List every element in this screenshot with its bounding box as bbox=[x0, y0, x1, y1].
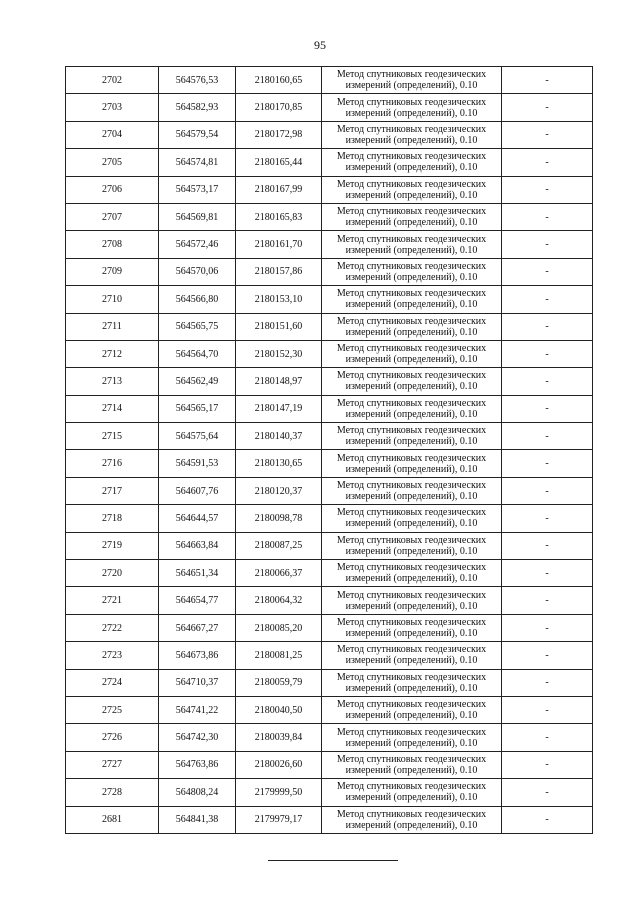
note-cell: - bbox=[502, 532, 593, 559]
coordinates-table bbox=[65, 66, 593, 834]
x-coordinate-cell: 564741,22 bbox=[159, 696, 236, 723]
method-cell bbox=[322, 67, 502, 94]
y-coordinate-cell: 2180120,37 bbox=[236, 477, 322, 504]
method-line-1: Метод спутниковых геодезических bbox=[336, 781, 487, 793]
x-coordinate-cell: 564667,27 bbox=[159, 614, 236, 641]
method-cell bbox=[322, 669, 502, 696]
x-coordinate-cell: 564663,84 bbox=[159, 532, 236, 559]
y-coordinate-cell: 2180172,98 bbox=[236, 121, 322, 148]
y-coordinate-cell: 2180157,86 bbox=[236, 258, 322, 285]
point-id-cell: 2724 bbox=[66, 669, 159, 696]
point-id-cell: 2704 bbox=[66, 121, 159, 148]
method-cell bbox=[322, 176, 502, 203]
point-id-cell: 2703 bbox=[66, 94, 159, 121]
point-id-cell: 2713 bbox=[66, 368, 159, 395]
method-line-2: измерений (определений), 0.10 bbox=[345, 491, 478, 503]
x-coordinate-cell: 564573,17 bbox=[159, 176, 236, 203]
y-coordinate-cell: 2180059,79 bbox=[236, 669, 322, 696]
y-coordinate-cell: 2180170,85 bbox=[236, 94, 322, 121]
method-line-2: измерений (определений), 0.10 bbox=[345, 573, 478, 585]
method-cell bbox=[322, 696, 502, 723]
method-line-2: измерений (определений), 0.10 bbox=[345, 764, 478, 776]
method-line-2: измерений (определений), 0.10 bbox=[345, 107, 478, 119]
note-cell: - bbox=[502, 94, 593, 121]
method-cell bbox=[322, 94, 502, 121]
note-cell: - bbox=[502, 203, 593, 230]
point-id-cell: 2722 bbox=[66, 614, 159, 641]
point-id-cell: 2706 bbox=[66, 176, 159, 203]
method-line-1: Метод спутниковых геодезических bbox=[336, 315, 487, 327]
x-coordinate-cell: 564644,57 bbox=[159, 505, 236, 532]
y-coordinate-cell: 2179979,17 bbox=[236, 806, 322, 833]
method-cell bbox=[322, 286, 502, 313]
point-id-cell: 2702 bbox=[66, 67, 159, 94]
note-cell: - bbox=[502, 423, 593, 450]
x-coordinate-cell: 564566,80 bbox=[159, 286, 236, 313]
point-id-cell: 2717 bbox=[66, 477, 159, 504]
x-coordinate-cell: 564562,49 bbox=[159, 368, 236, 395]
y-coordinate-cell: 2179999,50 bbox=[236, 779, 322, 806]
method-line-2: измерений (определений), 0.10 bbox=[345, 326, 478, 338]
table-row bbox=[66, 779, 593, 806]
y-coordinate-cell: 2180140,37 bbox=[236, 423, 322, 450]
y-coordinate-cell: 2180064,32 bbox=[236, 587, 322, 614]
method-line-1: Метод спутниковых геодезических bbox=[336, 726, 487, 738]
table-row bbox=[66, 587, 593, 614]
method-line-1: Метод спутниковых геодезических bbox=[336, 343, 487, 355]
note-cell: - bbox=[502, 806, 593, 833]
method-cell bbox=[322, 313, 502, 340]
method-line-2: измерений (определений), 0.10 bbox=[345, 710, 478, 722]
method-line-1: Метод спутниковых геодезических bbox=[336, 425, 487, 437]
y-coordinate-cell: 2180040,50 bbox=[236, 696, 322, 723]
note-cell: - bbox=[502, 258, 593, 285]
note-cell: - bbox=[502, 149, 593, 176]
table-row bbox=[66, 231, 593, 258]
method-line-1: Метод спутниковых геодезических bbox=[336, 233, 487, 245]
x-coordinate-cell: 564763,86 bbox=[159, 751, 236, 778]
table-row bbox=[66, 450, 593, 477]
point-id-cell: 2709 bbox=[66, 258, 159, 285]
table-row bbox=[66, 395, 593, 422]
method-line-1: Метод спутниковых геодезических bbox=[336, 753, 487, 765]
method-line-1: Метод спутниковых геодезических bbox=[336, 178, 487, 190]
table-row bbox=[66, 505, 593, 532]
table-row bbox=[66, 149, 593, 176]
table-row bbox=[66, 477, 593, 504]
method-cell bbox=[322, 751, 502, 778]
method-line-1: Метод спутниковых геодезических bbox=[336, 397, 487, 409]
note-cell: - bbox=[502, 696, 593, 723]
point-id-cell: 2719 bbox=[66, 532, 159, 559]
table-row bbox=[66, 806, 593, 833]
note-cell: - bbox=[502, 560, 593, 587]
method-line-2: измерений (определений), 0.10 bbox=[345, 408, 478, 420]
y-coordinate-cell: 2180167,99 bbox=[236, 176, 322, 203]
coordinates-table-body bbox=[66, 67, 593, 834]
note-cell: - bbox=[502, 121, 593, 148]
note-cell: - bbox=[502, 313, 593, 340]
x-coordinate-cell: 564841,38 bbox=[159, 806, 236, 833]
method-line-2: измерений (определений), 0.10 bbox=[345, 819, 478, 831]
method-line-1: Метод спутниковых геодезических bbox=[336, 452, 487, 464]
x-coordinate-cell: 564570,06 bbox=[159, 258, 236, 285]
method-cell bbox=[322, 450, 502, 477]
point-id-cell: 2710 bbox=[66, 286, 159, 313]
note-cell: - bbox=[502, 231, 593, 258]
table-row bbox=[66, 560, 593, 587]
point-id-cell: 2720 bbox=[66, 560, 159, 587]
point-id-cell: 2711 bbox=[66, 313, 159, 340]
x-coordinate-cell: 564673,86 bbox=[159, 642, 236, 669]
point-id-cell: 2718 bbox=[66, 505, 159, 532]
note-cell: - bbox=[502, 587, 593, 614]
method-cell bbox=[322, 203, 502, 230]
note-cell: - bbox=[502, 614, 593, 641]
note-cell: - bbox=[502, 286, 593, 313]
method-line-2: измерений (определений), 0.10 bbox=[345, 189, 478, 201]
point-id-cell: 2721 bbox=[66, 587, 159, 614]
point-id-cell: 2726 bbox=[66, 724, 159, 751]
table-row bbox=[66, 176, 593, 203]
point-id-cell: 2707 bbox=[66, 203, 159, 230]
x-coordinate-cell: 564651,34 bbox=[159, 560, 236, 587]
y-coordinate-cell: 2180152,30 bbox=[236, 340, 322, 367]
method-cell bbox=[322, 587, 502, 614]
point-id-cell: 2725 bbox=[66, 696, 159, 723]
note-cell: - bbox=[502, 176, 593, 203]
method-line-1: Метод спутниковых геодезических bbox=[336, 69, 487, 81]
method-line-2: измерений (определений), 0.10 bbox=[345, 792, 478, 804]
method-line-2: измерений (определений), 0.10 bbox=[345, 244, 478, 256]
note-cell: - bbox=[502, 505, 593, 532]
method-line-2: измерений (определений), 0.10 bbox=[345, 655, 478, 667]
method-line-2: измерений (определений), 0.10 bbox=[345, 436, 478, 448]
method-cell bbox=[322, 505, 502, 532]
point-id-cell: 2708 bbox=[66, 231, 159, 258]
page-number: 95 bbox=[314, 38, 326, 52]
y-coordinate-cell: 2180087,25 bbox=[236, 532, 322, 559]
y-coordinate-cell: 2180147,19 bbox=[236, 395, 322, 422]
method-cell bbox=[322, 779, 502, 806]
y-coordinate-cell: 2180160,65 bbox=[236, 67, 322, 94]
note-cell: - bbox=[502, 340, 593, 367]
y-coordinate-cell: 2180148,97 bbox=[236, 368, 322, 395]
method-line-1: Метод спутниковых геодезических bbox=[336, 644, 487, 656]
method-line-1: Метод спутниковых геодезических bbox=[336, 617, 487, 628]
method-cell bbox=[322, 532, 502, 559]
point-id-cell: 2723 bbox=[66, 642, 159, 669]
y-coordinate-cell: 2180085,20 bbox=[236, 614, 322, 641]
x-coordinate-cell: 564710,37 bbox=[159, 669, 236, 696]
method-line-1: Метод спутниковых геодезических bbox=[336, 288, 487, 300]
x-coordinate-cell: 564808,24 bbox=[159, 779, 236, 806]
point-id-cell: 2728 bbox=[66, 779, 159, 806]
y-coordinate-cell: 2180098,78 bbox=[236, 505, 322, 532]
x-coordinate-cell: 564572,46 bbox=[159, 231, 236, 258]
method-line-2: измерений (определений), 0.10 bbox=[345, 600, 478, 612]
note-cell: - bbox=[502, 477, 593, 504]
method-cell bbox=[322, 477, 502, 504]
x-coordinate-cell: 564565,17 bbox=[159, 395, 236, 422]
point-id-cell: 2714 bbox=[66, 395, 159, 422]
x-coordinate-cell: 564575,64 bbox=[159, 423, 236, 450]
table-row bbox=[66, 286, 593, 313]
note-cell: - bbox=[502, 395, 593, 422]
method-line-2: измерений (определений), 0.10 bbox=[345, 299, 478, 311]
method-line-2: измерений (определений), 0.10 bbox=[345, 217, 478, 229]
x-coordinate-cell: 564607,76 bbox=[159, 477, 236, 504]
method-cell bbox=[322, 423, 502, 450]
method-line-1: Метод спутниковых геодезических bbox=[336, 671, 487, 683]
note-cell: - bbox=[502, 751, 593, 778]
y-coordinate-cell: 2180161,70 bbox=[236, 231, 322, 258]
y-coordinate-cell: 2180165,44 bbox=[236, 149, 322, 176]
method-line-1: Метод спутниковых геодезических bbox=[336, 480, 487, 492]
x-coordinate-cell: 564654,77 bbox=[159, 587, 236, 614]
table-row bbox=[66, 696, 593, 723]
method-line-2: измерений (определений), 0.10 bbox=[345, 162, 478, 174]
method-cell bbox=[322, 614, 502, 641]
method-line-2: измерений (определений), 0.10 bbox=[345, 518, 478, 530]
table-row bbox=[66, 313, 593, 340]
method-cell bbox=[322, 231, 502, 258]
method-line-1: Метод спутниковых геодезических bbox=[336, 151, 487, 163]
point-id-cell: 2716 bbox=[66, 450, 159, 477]
x-coordinate-cell: 564576,53 bbox=[159, 67, 236, 94]
method-cell bbox=[322, 340, 502, 367]
method-line-2: измерений (определений), 0.10 bbox=[345, 545, 478, 557]
method-cell bbox=[322, 724, 502, 751]
footnote-separator bbox=[268, 860, 398, 861]
method-line-1: Метод спутниковых геодезических bbox=[336, 260, 487, 272]
note-cell: - bbox=[502, 368, 593, 395]
method-cell bbox=[322, 395, 502, 422]
method-cell bbox=[322, 149, 502, 176]
note-cell: - bbox=[502, 642, 593, 669]
table-row bbox=[66, 642, 593, 669]
method-cell bbox=[322, 560, 502, 587]
method-line-1: Метод спутниковых геодезических bbox=[336, 507, 487, 519]
x-coordinate-cell: 564564,70 bbox=[159, 340, 236, 367]
table-row bbox=[66, 121, 593, 148]
table-row bbox=[66, 724, 593, 751]
y-coordinate-cell: 2180130,65 bbox=[236, 450, 322, 477]
y-coordinate-cell: 2180153,10 bbox=[236, 286, 322, 313]
x-coordinate-cell: 564574,81 bbox=[159, 149, 236, 176]
x-coordinate-cell: 564579,54 bbox=[159, 121, 236, 148]
note-cell: - bbox=[502, 724, 593, 751]
table-row bbox=[66, 669, 593, 696]
method-line-1: Метод спутниковых геодезических bbox=[336, 589, 487, 601]
table-row bbox=[66, 94, 593, 121]
method-line-1: Метод спутниковых геодезических bbox=[336, 96, 487, 108]
x-coordinate-cell: 564742,30 bbox=[159, 724, 236, 751]
method-line-2: измерений (определений), 0.10 bbox=[345, 354, 478, 366]
table-row bbox=[66, 532, 593, 559]
y-coordinate-cell: 2180066,37 bbox=[236, 560, 322, 587]
method-line-1: Метод спутниковых геодезических bbox=[336, 123, 487, 135]
method-line-1: Метод спутниковых геодезических bbox=[336, 206, 487, 218]
y-coordinate-cell: 2180039,84 bbox=[236, 724, 322, 751]
method-cell bbox=[322, 368, 502, 395]
table-row bbox=[66, 258, 593, 285]
table-row bbox=[66, 368, 593, 395]
point-id-cell: 2715 bbox=[66, 423, 159, 450]
table-row bbox=[66, 203, 593, 230]
note-cell: - bbox=[502, 669, 593, 696]
method-line-1: Метод спутниковых геодезических bbox=[336, 699, 487, 711]
table-row bbox=[66, 340, 593, 367]
method-cell bbox=[322, 258, 502, 285]
x-coordinate-cell: 564591,53 bbox=[159, 450, 236, 477]
point-id-cell: 2727 bbox=[66, 751, 159, 778]
method-line-1: Метод спутниковых геодезических bbox=[336, 534, 487, 546]
x-coordinate-cell: 564565,75 bbox=[159, 313, 236, 340]
method-line-2: измерений (определений), 0.10 bbox=[345, 271, 478, 283]
y-coordinate-cell: 2180165,83 bbox=[236, 203, 322, 230]
method-line-2: измерений (определений), 0.10 bbox=[345, 134, 478, 146]
y-coordinate-cell: 2180151,60 bbox=[236, 313, 322, 340]
method-line-1: Метод спутниковых геодезических bbox=[336, 370, 487, 382]
point-id-cell: 2705 bbox=[66, 149, 159, 176]
table-row bbox=[66, 423, 593, 450]
method-cell bbox=[322, 806, 502, 833]
method-cell bbox=[322, 642, 502, 669]
method-cell bbox=[322, 121, 502, 148]
x-coordinate-cell: 564582,93 bbox=[159, 94, 236, 121]
method-line-2: измерений (определений), 0.10 bbox=[345, 80, 478, 92]
y-coordinate-cell: 2180081,25 bbox=[236, 642, 322, 669]
method-line-1: Метод спутниковых геодезических bbox=[336, 562, 487, 574]
table-row bbox=[66, 614, 593, 641]
method-line-2: измерений (определений), 0.10 bbox=[345, 737, 478, 749]
note-cell: - bbox=[502, 779, 593, 806]
method-line-1: Метод спутниковых геодезических bbox=[336, 808, 487, 820]
note-cell: - bbox=[502, 67, 593, 94]
point-id-cell: 2712 bbox=[66, 340, 159, 367]
table-row bbox=[66, 67, 593, 94]
table-row bbox=[66, 751, 593, 778]
method-line-2: измерений (определений), 0.10 bbox=[345, 463, 478, 475]
y-coordinate-cell: 2180026,60 bbox=[236, 751, 322, 778]
note-cell: - bbox=[502, 450, 593, 477]
method-line-2: измерений (определений), 0.10 bbox=[345, 628, 478, 639]
method-line-2: измерений (определений), 0.10 bbox=[345, 682, 478, 694]
x-coordinate-cell: 564569,81 bbox=[159, 203, 236, 230]
point-id-cell: 2681 bbox=[66, 806, 159, 833]
method-line-2: измерений (определений), 0.10 bbox=[345, 381, 478, 393]
